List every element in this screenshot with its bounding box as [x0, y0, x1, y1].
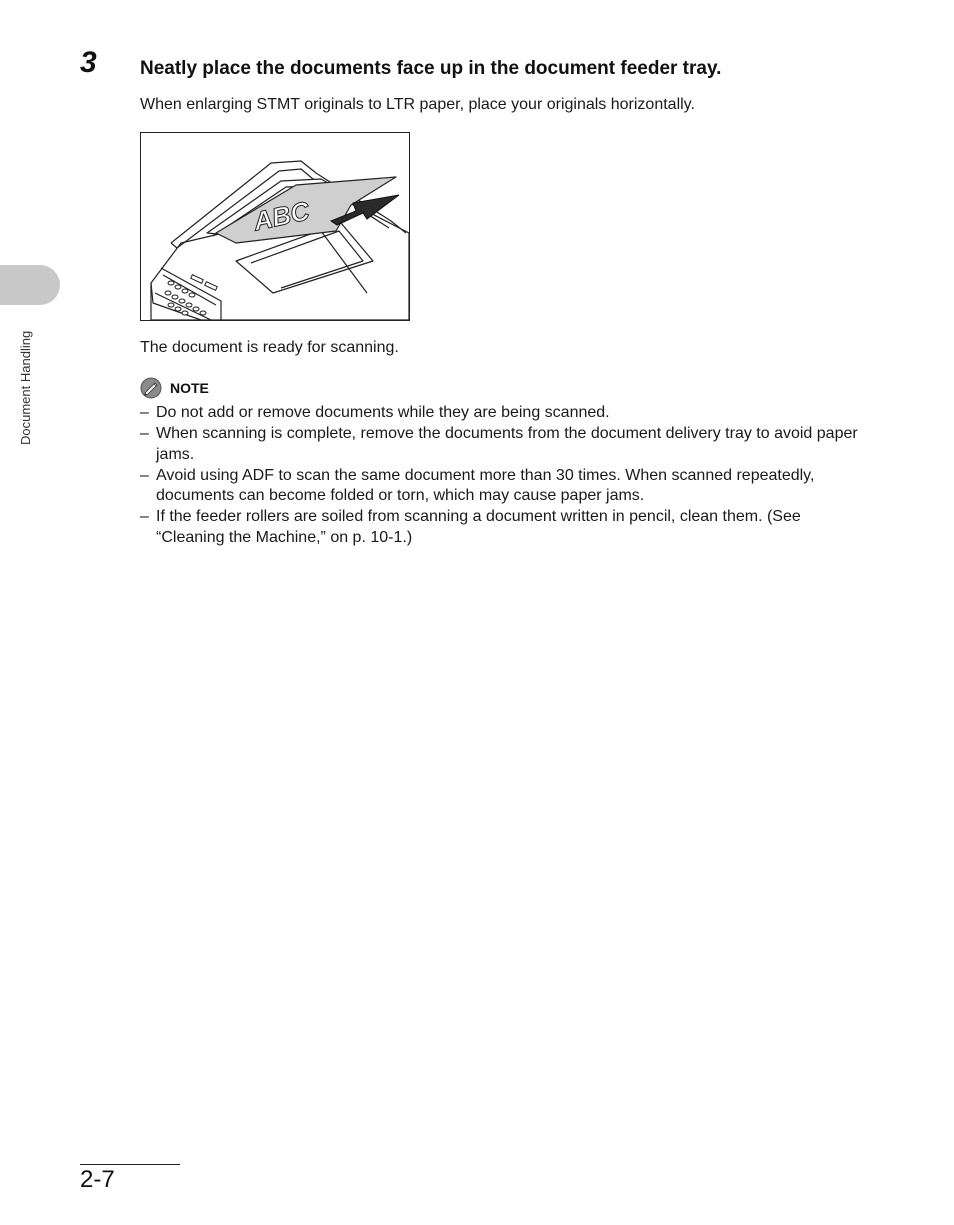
dash-bullet: – — [140, 508, 149, 525]
page-number: 2-7 — [80, 1166, 115, 1193]
note-item — [140, 507, 870, 548]
caption: The document is ready for scanning. — [140, 339, 399, 356]
chapter-label: Document Handling — [18, 330, 33, 445]
dash-bullet: – — [140, 466, 149, 484]
note-header — [140, 377, 209, 399]
note-item — [140, 403, 870, 424]
note-item-text: When scanning is complete, remove the documents from the document delivery tray to avoid paper jams. — [156, 425, 858, 463]
dash-bullet: – — [140, 404, 149, 421]
note-item — [140, 424, 870, 465]
pencil-note-icon — [140, 377, 162, 399]
note-list — [140, 403, 870, 549]
paper-text: ABC — [250, 195, 313, 237]
step-title: Neatly place the documents face up in the document feeder tray. — [140, 58, 722, 79]
machine-drawing — [141, 133, 409, 320]
feeder-illustration — [140, 132, 410, 321]
step-number: 3 — [80, 46, 96, 79]
note-item — [140, 466, 870, 507]
chapter-tab — [0, 265, 60, 305]
footer-rule — [80, 1164, 180, 1165]
note-item-text: If the feeder rollers are soiled from scanning a document written in pencil, clean them. (See “Cleaning the Machine,” on p. 10-1.) — [156, 508, 801, 546]
step-description: When enlarging STMT originals to LTR paper, place your originals horizontally. — [140, 96, 695, 113]
note-title: NOTE — [170, 380, 209, 396]
dash-bullet: – — [140, 425, 149, 442]
note-item-text: Avoid using ADF to scan the same document more than 30 times. When scanned repeatedly, documents can become folded or torn, which may cause paper jams. — [156, 466, 815, 504]
note-item-text: Do not add or remove documents while they are being scanned. — [156, 404, 610, 421]
